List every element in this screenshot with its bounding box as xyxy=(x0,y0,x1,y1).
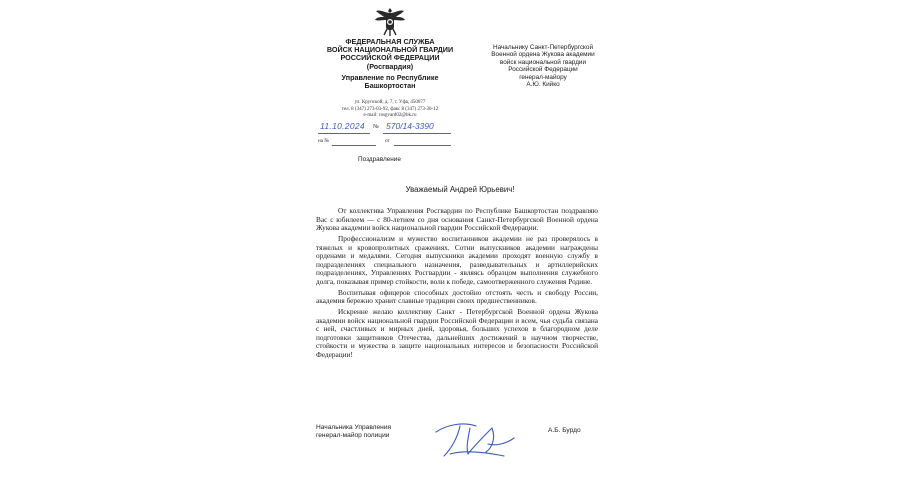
handwritten-signature xyxy=(430,414,520,460)
body-paragraph: Профессионализм и мужество воспитанников академии не раз проверялось в тяжелых и кровопролитных сражениях. Сотни выпускников академии награждены орденами и медалями. Сегодня выпускники академии проходят военную службу в подразделениях специального назначения, разведывательных и артиллерийских подразделениях, Управлениях Росгвардии - являясь образцом выполнения служебного долга, показывая пример стойкости, воли к победе, самоотверженного служения Родине. xyxy=(316,233,598,286)
reference-from-label: от xyxy=(385,138,390,144)
body-paragraph: Искренне желаю коллективу Санкт - Петербургской Военной ордена Жукова академии войск национальной гвардии Российской Федерации и всем, чья судьба связана с ней, счастливых и мирных дней, здоровья, больших успехов в благородном деле подготовки защитников Отечества, дальнейших достижений в научном творчестве, стойкости и мужества в защите национальных интересов и безопасности Российской Федерации! xyxy=(316,307,598,360)
recipient-block: Начальнику Санкт-Петербургской Военной ордена Жукова академии войск национальной гвардии Российской Федерации генерал-майору А.Ю. Кийко xyxy=(491,44,595,89)
registration-date: 11.10.2024 xyxy=(320,121,365,131)
date-underline xyxy=(318,133,370,134)
signatory-position: Начальника Управления генерал-майор полиции xyxy=(316,424,392,439)
body-paragraph: От коллектива Управления Росгвардии по Республике Башкортостан поздравляю Вас с юбилеем — с 80-летием со дня основания Санкт-Петербургской Военной ордена Жукова академии войск национальной гвардии Российской Федерации. xyxy=(316,206,598,233)
reference-label: на № xyxy=(318,138,330,144)
department-title: Управление по Республике Башкортостан xyxy=(341,73,439,91)
signatory-name: А.Б. Бурдо xyxy=(548,427,581,434)
registration-number-prefix: № xyxy=(373,124,379,130)
reference-underline xyxy=(332,145,376,146)
body-paragraph: Воспитывая офицеров способных достойно отстоять честь и свободу России, академия бережно хранит славные традиции своих предшественников. xyxy=(316,287,598,306)
double-headed-eagle-emblem-icon xyxy=(373,5,407,37)
letter-subject: Поздравление xyxy=(358,156,401,163)
reference-from-underline xyxy=(394,145,451,146)
number-underline xyxy=(383,133,451,134)
registration-number: 570/14-3390 xyxy=(386,121,434,131)
organization-title: ФЕДЕРАЛЬНАЯ СЛУЖБА ВОЙСК НАЦИОНАЛЬНОЙ ГВАРДИИ РОССИЙСКОЙ ФЕДЕРАЦИИ (Росгвардия) xyxy=(326,37,454,71)
letter-body xyxy=(316,207,598,362)
salutation: Уважаемый Андрей Юрьевич! xyxy=(405,185,515,194)
department-address: ул. Крупской, д. 7, г. Уфа, 450077 тел. 8 (347) 273-03-92, факс 8 (347) 273-36-12 e-mail: rosgvard02@bk.ru xyxy=(341,100,439,118)
